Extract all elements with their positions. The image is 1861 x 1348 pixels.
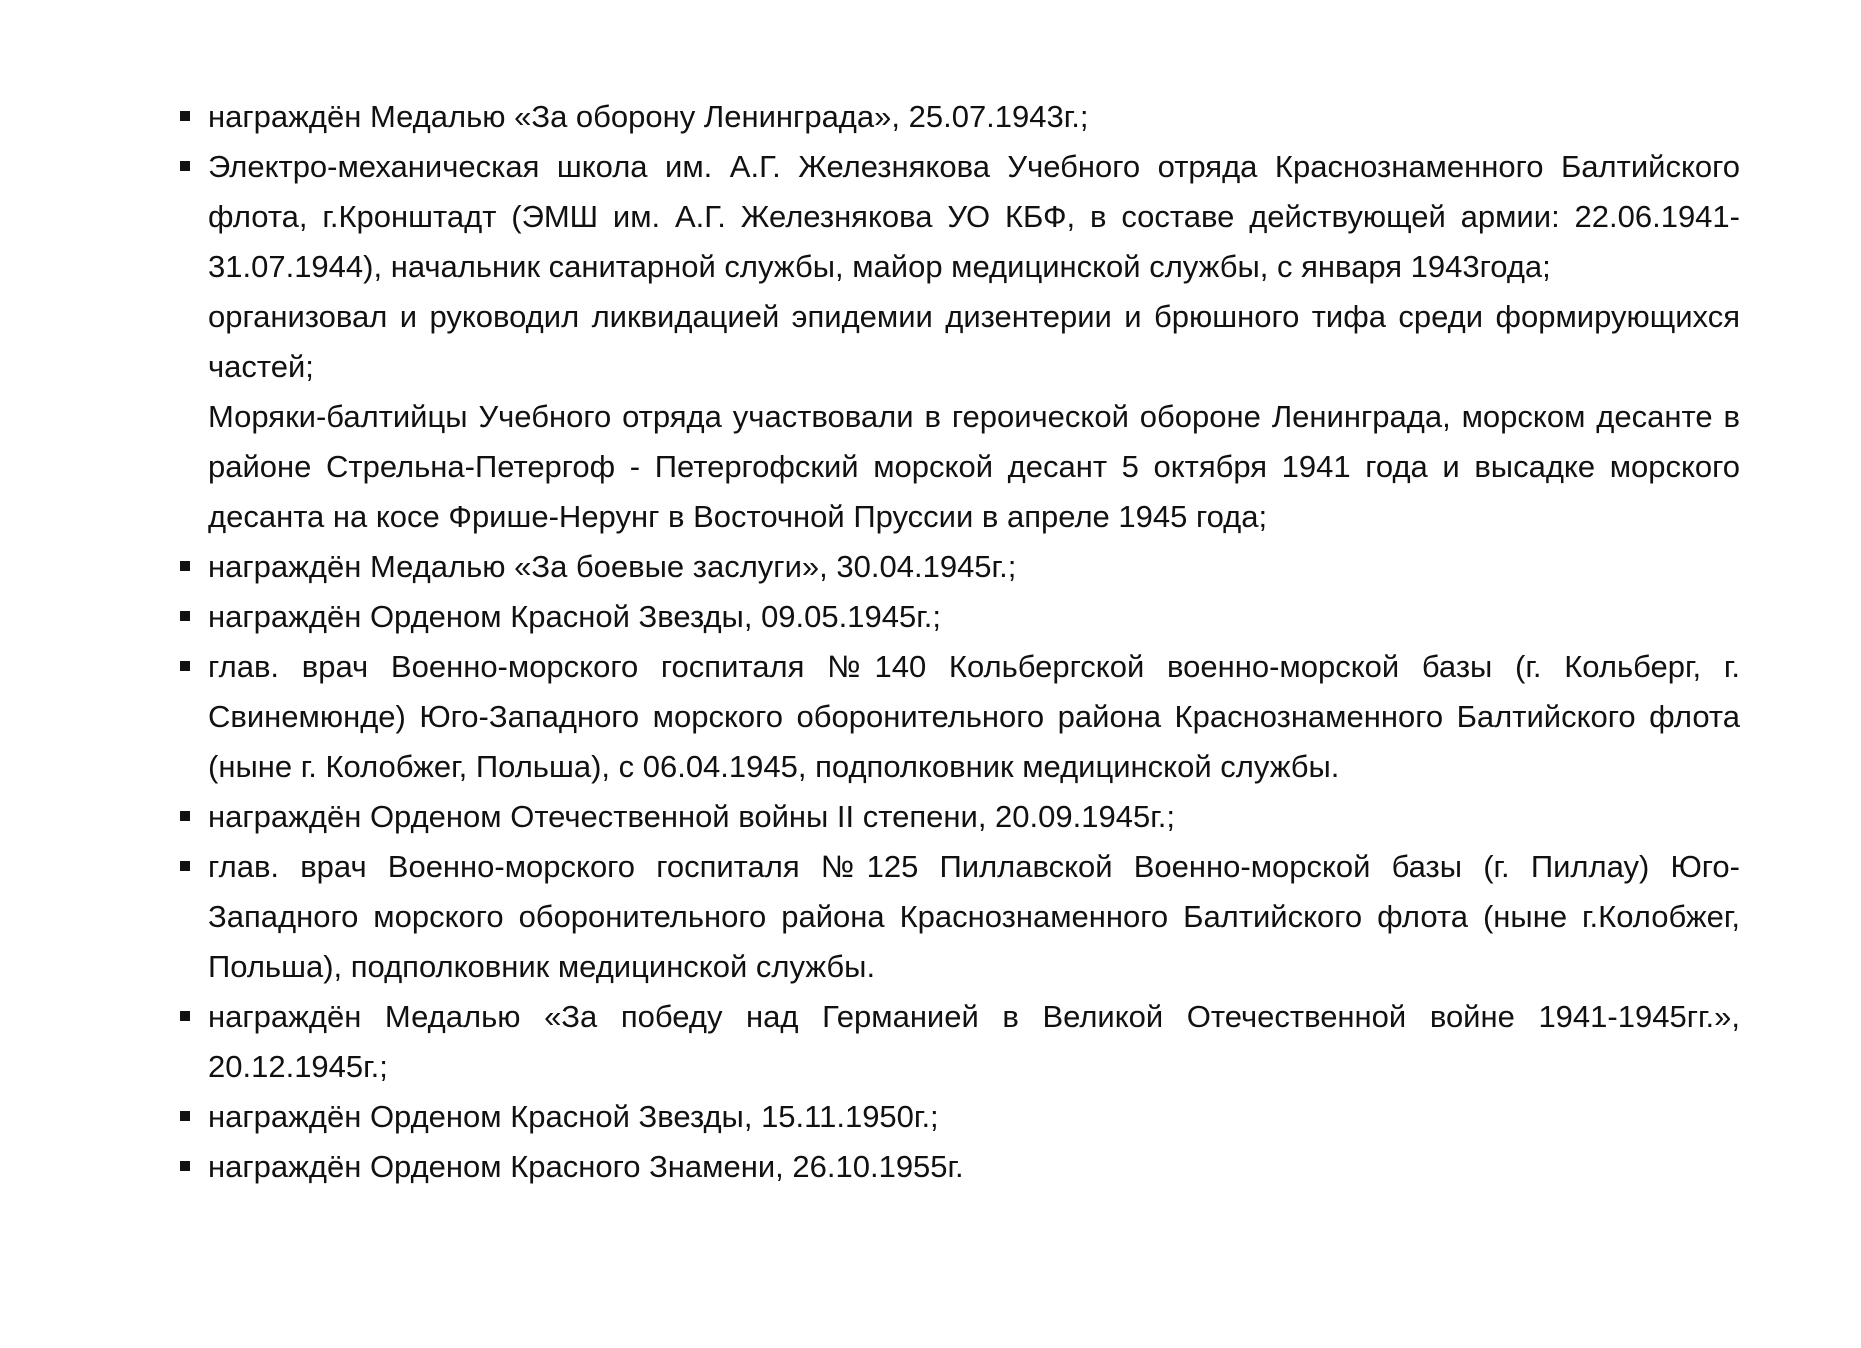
biography-list <box>180 92 1740 1192</box>
list-item-text: награждён Орденом Красного Знамени, 26.10.1955г. <box>208 1149 964 1184</box>
list-item <box>180 1142 1740 1192</box>
list-item <box>180 92 1740 142</box>
list-item <box>180 792 1740 842</box>
list-item-text: Электро-механическая школа им. А.Г. Железнякова Учебного отряда Краснознаменного Балтийского флота, г.Кронштадт (ЭМШ им. А.Г. Железнякова УО КБФ, в составе действующей армии: 22.06.1941-31.07.1944), начальник санитарной службы, майор медицинской службы, с января 1943года; <box>208 149 1740 284</box>
list-item-text: награждён Орденом Отечественной войны II степени, 20.09.1945г.; <box>208 799 1175 834</box>
list-item-text: награждён Медалью «За победу над Германией в Великой Отечественной войне 1941-1945гг.», 20.12.1945г.; <box>208 999 1740 1084</box>
square-bullet-icon <box>180 1011 190 1021</box>
list-item-text: глав. врач Военно-морского госпиталя №140 Кольбергской военно-морской базы (г. Кольберг, г. Свинемюнде) Юго-Западного морского оборонительного района Краснознаменного Балтийского флота (ныне г. Колобжег, Польша), с 06.04.1945, подполковник медицинской службы. <box>208 649 1740 784</box>
list-item <box>180 1092 1740 1142</box>
list-item <box>180 542 1740 592</box>
list-item <box>180 992 1740 1092</box>
square-bullet-icon <box>180 861 190 871</box>
list-item <box>180 842 1740 992</box>
square-bullet-icon <box>180 811 190 821</box>
list-item <box>180 642 1740 792</box>
list-item-text: Моряки-балтийцы Учебного отряда участвовали в героической обороне Ленинграда, морском десанте в районе Стрельна-Петергоф - Петергофский морской десант 5 октября 1941 года и высадке морского десанта на косе Фрише-Нерунг в Восточной Пруссии в апреле 1945 года; <box>208 399 1740 534</box>
square-bullet-icon <box>180 111 190 121</box>
list-item-text: глав. врач Военно-морского госпиталя №125 Пиллавской Военно-морской базы (г. Пиллау) Юго-Западного морского оборонительного района Краснознаменного Балтийского флота (ныне г.Колобжег, Польша), подполковник медицинской службы. <box>208 849 1740 984</box>
square-bullet-icon <box>180 1161 190 1171</box>
square-bullet-icon <box>180 661 190 671</box>
list-item-text: награждён Орденом Красной Звезды, 15.11.1950г.; <box>208 1099 939 1134</box>
list-item-text: награждён Медалью «За боевые заслуги», 30.04.1945г.; <box>208 549 1017 584</box>
square-bullet-icon <box>180 161 190 171</box>
list-item <box>180 592 1740 642</box>
list-item <box>180 142 1740 542</box>
list-item-text: награждён Медалью «За оборону Ленинграда», 25.07.1943г.; <box>208 99 1089 134</box>
square-bullet-icon <box>180 1111 190 1121</box>
square-bullet-icon <box>180 611 190 621</box>
list-item-text: награждён Орденом Красной Звезды, 09.05.1945г.; <box>208 599 941 634</box>
square-bullet-icon <box>180 561 190 571</box>
list-item-text: организовал и руководил ликвидацией эпидемии дизентерии и брюшного тифа среди формирующихся частей; <box>208 299 1740 384</box>
